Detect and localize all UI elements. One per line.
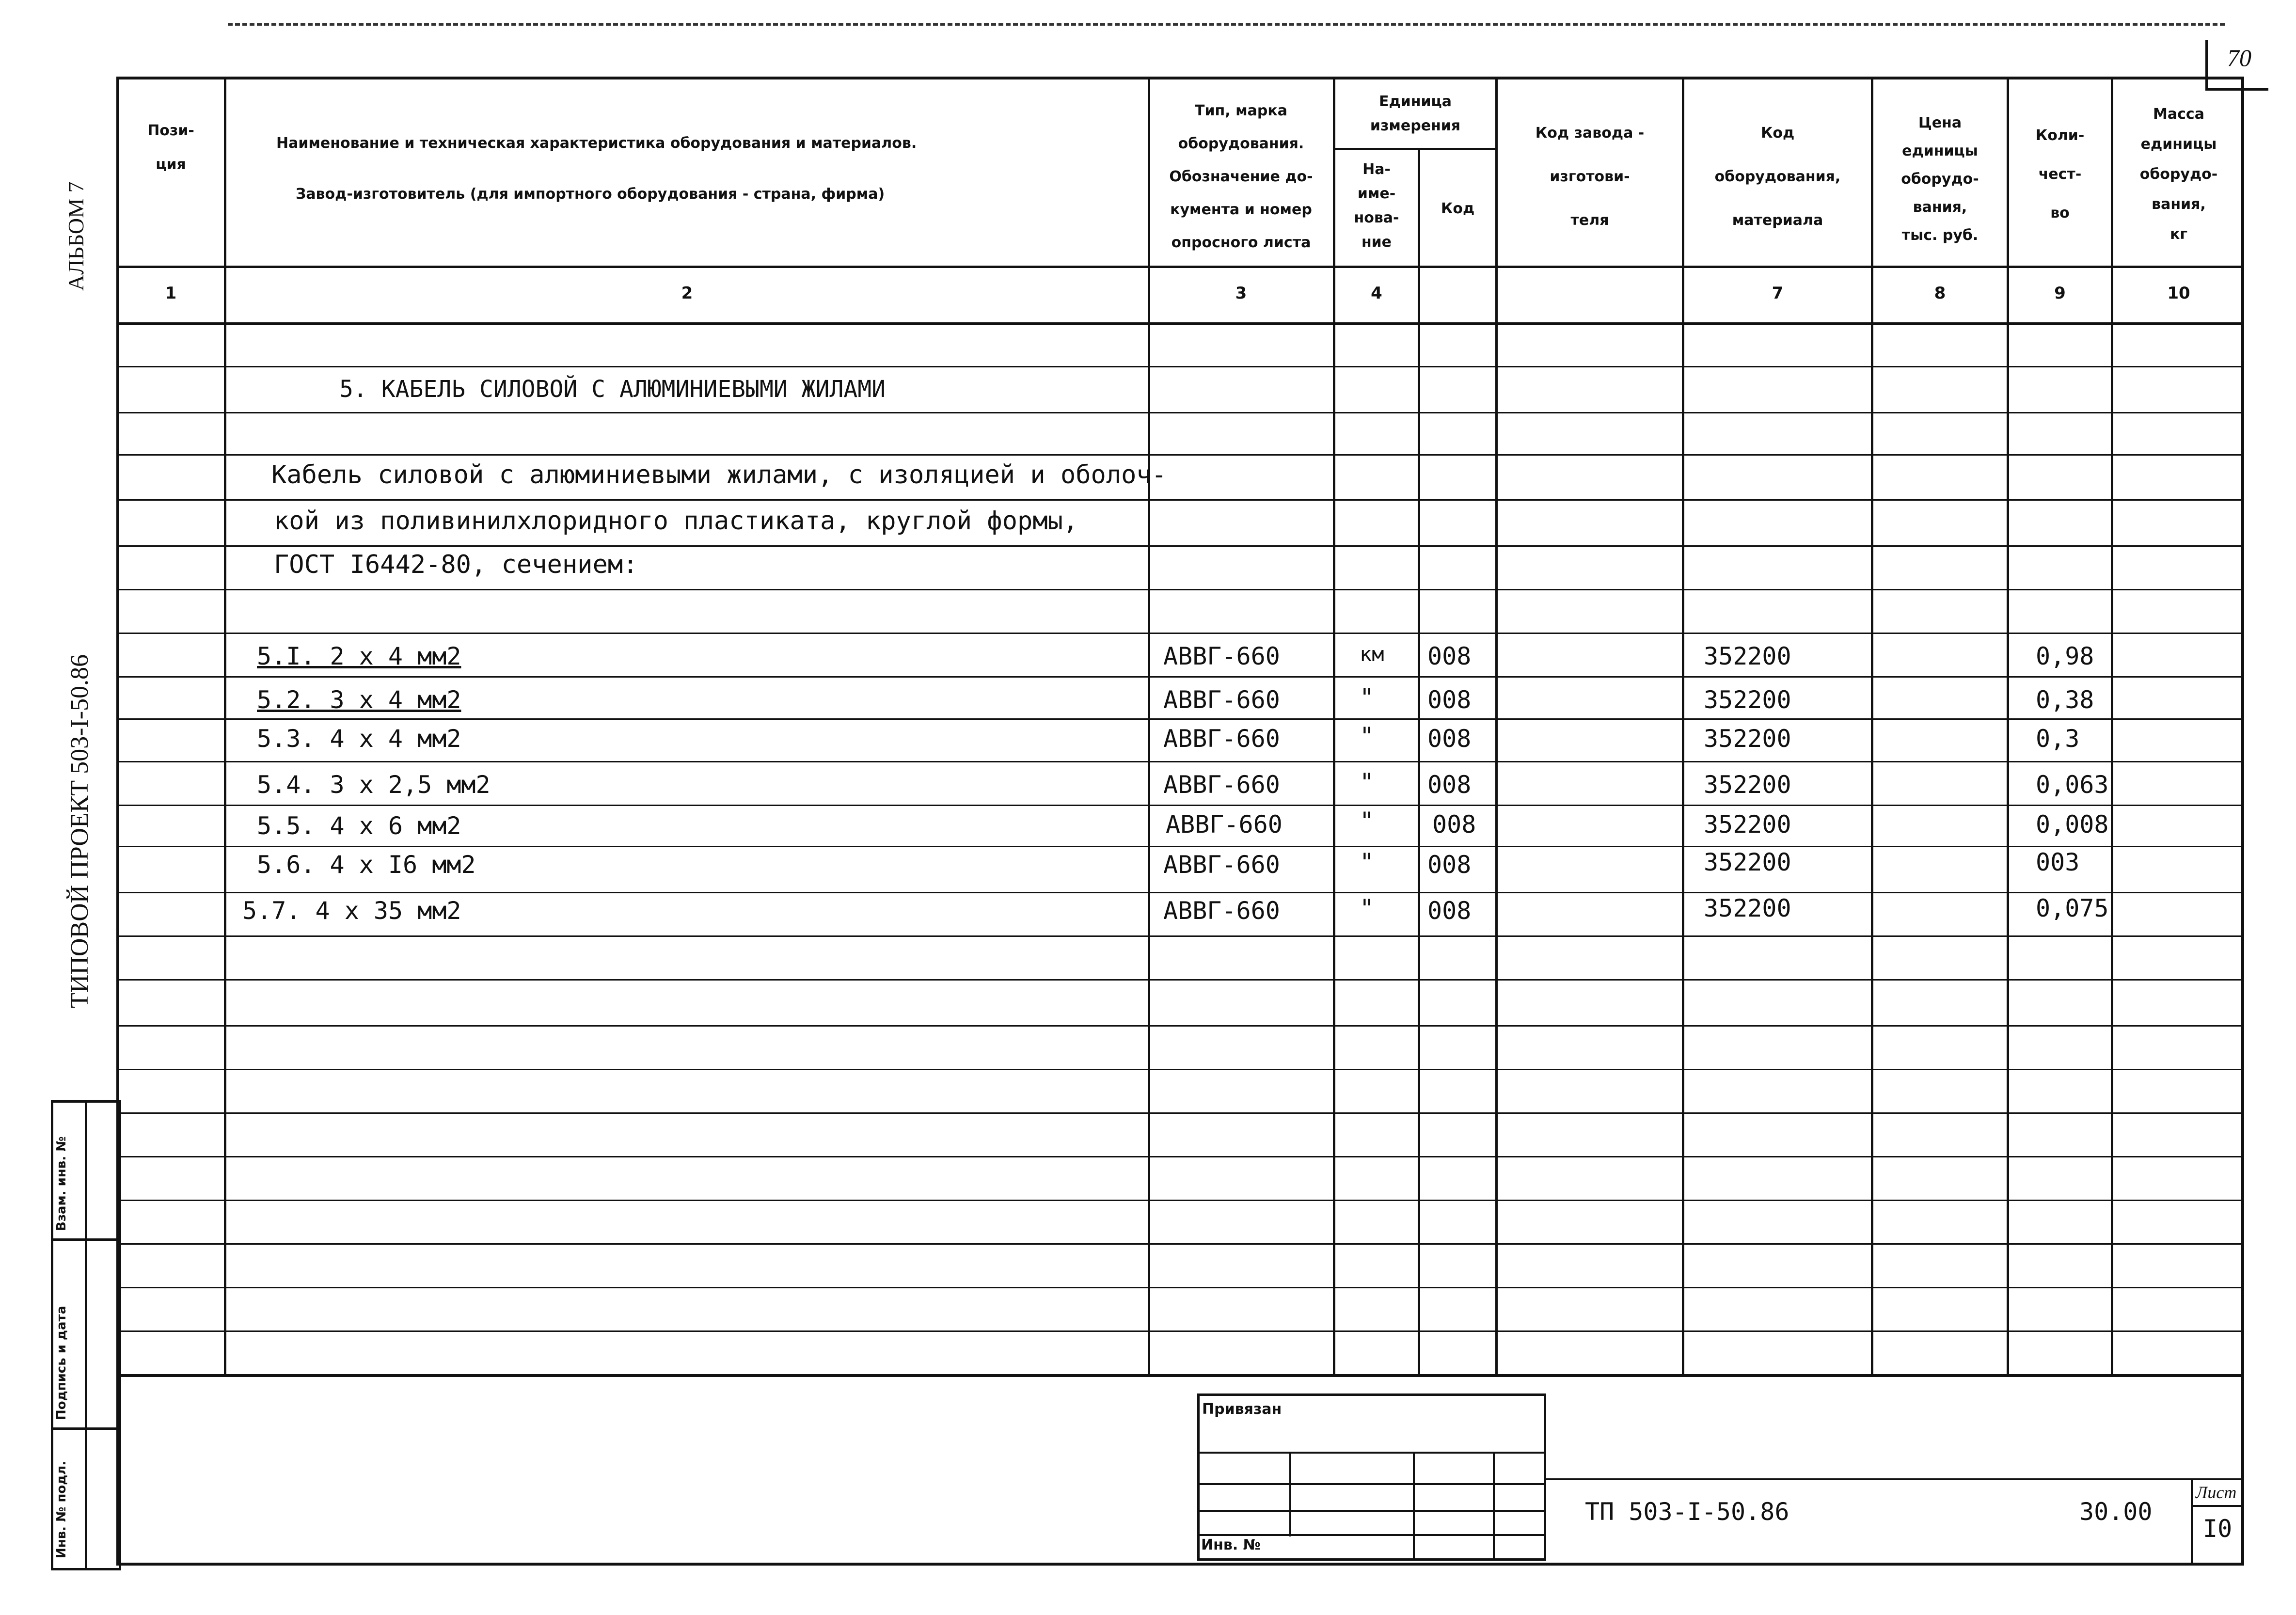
project-label: ТИПОВОЙ ПРОЕКТ 503-I-50.86 <box>66 654 94 1008</box>
col-line <box>1333 77 1335 1376</box>
col-line <box>2111 77 2113 1376</box>
header-type: Тип, марка оборудования. Обозначение до- кумента и номер опросного листа <box>1169 102 1313 251</box>
row-name: 5.5. 4 х 6 мм2 <box>257 812 461 840</box>
row-name: 5.6. 4 х I6 мм2 <box>257 851 476 879</box>
header-bottom-line <box>116 266 2244 268</box>
bound-col <box>1413 1452 1415 1561</box>
row-qty: 0,38 <box>2036 686 2094 714</box>
row-line <box>116 1243 2244 1245</box>
sheet-col <box>2191 1478 2193 1566</box>
row-code: 352200 <box>1704 894 1791 922</box>
row-unit-code: 008 <box>1427 686 1472 714</box>
sheet-line <box>2191 1505 2244 1507</box>
header-unit-group: Единица измерения <box>1370 93 1461 134</box>
row-code: 352200 <box>1704 848 1791 876</box>
album-label: АЛЬБОМ 7 <box>63 181 88 291</box>
table-bottom-line <box>116 1374 2244 1377</box>
row-unit: " <box>1360 768 1375 796</box>
col-line <box>1418 148 1420 1376</box>
row-name: 5.7. 4 х 35 мм2 <box>242 897 461 925</box>
row-qty: 003 <box>2036 848 2080 876</box>
col-line <box>1148 77 1150 1376</box>
row-type: АВВГ-660 <box>1163 771 1280 799</box>
stamp-inv-zam: Взам. инв. № <box>54 1136 69 1231</box>
row-name: 5.2. 3 х 4 мм2 <box>257 686 461 714</box>
bound-col <box>1289 1452 1291 1536</box>
row-line <box>116 589 2244 590</box>
page-number: 70 <box>2227 44 2251 71</box>
row-code: 352200 <box>1704 642 1791 670</box>
row-line <box>116 846 2244 847</box>
sheet-number: I0 <box>2203 1515 2233 1543</box>
header-name-line1: Наименование и техническая характеристика оборудования и материалов. <box>276 135 917 152</box>
row-qty: 0,075 <box>2036 894 2109 922</box>
header-unit-code: Код <box>1441 200 1475 217</box>
unit-group-line <box>1333 148 1495 150</box>
stamp-signature-date: Подпись и дата <box>54 1305 69 1420</box>
colnum-8: 8 <box>1934 284 1946 303</box>
col-line <box>2007 77 2009 1376</box>
row-unit-code: 008 <box>1427 897 1472 925</box>
row-name: 5.3. 4 х 4 мм2 <box>257 725 461 753</box>
row-qty: 0,063 <box>2036 771 2109 799</box>
colnum-3: 3 <box>1235 284 1247 303</box>
row-line <box>116 761 2244 762</box>
row-line <box>116 454 2244 456</box>
row-unit: " <box>1360 807 1375 835</box>
sheet-label: Лист <box>2196 1483 2237 1502</box>
bound-col <box>1493 1452 1495 1561</box>
colnum-9: 9 <box>2054 284 2066 303</box>
row-line <box>116 935 2244 937</box>
row-unit: км <box>1360 642 1384 666</box>
row-line <box>116 718 2244 720</box>
colnum-4: 4 <box>1371 284 1382 303</box>
sheet-code: 30.00 <box>2079 1498 2153 1526</box>
row-code: 352200 <box>1704 771 1791 799</box>
row-unit: " <box>1360 848 1375 876</box>
row-line <box>116 1156 2244 1157</box>
row-line <box>116 1287 2244 1288</box>
description-line-2: кой из поливинилхлоридного пластиката, круглой формы, <box>274 507 1078 536</box>
row-unit-code: 008 <box>1427 771 1472 799</box>
row-name: 5.4. 3 х 2,5 мм2 <box>257 771 491 799</box>
row-line <box>116 1200 2244 1201</box>
row-qty: 0,3 <box>2036 725 2080 753</box>
row-line <box>116 892 2244 893</box>
description-line-3: ГОСТ I6442-80, сечением: <box>274 550 638 579</box>
header-position: Пози- ция <box>147 122 194 173</box>
title-block-top <box>1546 1478 2244 1480</box>
row-type: АВВГ-660 <box>1163 642 1280 670</box>
bound-label: Привязан <box>1202 1401 1282 1418</box>
row-unit-code: 008 <box>1427 642 1472 670</box>
colnum-2: 2 <box>681 284 693 303</box>
inv-label: Инв. № <box>1201 1536 1261 1553</box>
col-line <box>224 77 226 1376</box>
row-line <box>116 676 2244 678</box>
header-equipment-code: Код оборудования, материала <box>1714 125 1841 229</box>
row-unit-code: 008 <box>1432 810 1476 839</box>
row-line <box>116 499 2244 501</box>
description-line-1: Кабель силовой с алюминиевыми жилами, с изоляцией и оболоч- <box>271 460 1167 490</box>
row-unit: " <box>1360 722 1375 750</box>
row-name: 5.I. 2 х 4 мм2 <box>257 642 461 670</box>
header-price: Цена единицы оборудо- вания, тыс. руб. <box>1901 114 1979 244</box>
row-type: АВВГ-660 <box>1166 810 1283 839</box>
row-code: 352200 <box>1704 725 1791 753</box>
section-title: 5. КАБЕЛЬ СИЛОВОЙ С АЛЮМИНИЕВЫМИ ЖИЛАМИ <box>339 376 886 403</box>
doc-code: ТП 503-I-50.86 <box>1585 1498 1789 1526</box>
stamp-divider <box>85 1100 87 1568</box>
row-unit: " <box>1360 683 1375 712</box>
row-qty: 0,98 <box>2036 642 2094 670</box>
row-unit-code: 008 <box>1427 851 1472 879</box>
row-line <box>116 1330 2244 1332</box>
row-line <box>116 1025 2244 1027</box>
row-line <box>116 805 2244 806</box>
row-type: АВВГ-660 <box>1163 897 1280 925</box>
header-quantity: Коли- чест- во <box>2035 127 2085 222</box>
header-unit-name: На- име- нова- ние <box>1354 161 1399 251</box>
stamp-inv-podl: Инв. № подл. <box>54 1460 69 1558</box>
colnum-7: 7 <box>1772 284 1784 303</box>
row-type: АВВГ-660 <box>1163 725 1280 753</box>
row-code: 352200 <box>1704 686 1791 714</box>
row-line <box>116 412 2244 413</box>
colnum-1: 1 <box>165 284 177 303</box>
colnum-bottom-line <box>116 322 2244 325</box>
col-line <box>1682 77 1684 1376</box>
row-line <box>116 366 2244 367</box>
row-type: АВВГ-660 <box>1163 851 1280 879</box>
row-unit-code: 008 <box>1427 725 1472 753</box>
row-unit: " <box>1360 894 1375 922</box>
header-factory-code: Код завода - изготови- теля <box>1535 125 1645 229</box>
row-line <box>116 545 2244 547</box>
row-line <box>116 1112 2244 1114</box>
row-qty: 0,008 <box>2036 810 2109 839</box>
top-dashed-line <box>228 23 2225 26</box>
col-line <box>1871 77 1873 1376</box>
row-line <box>116 979 2244 981</box>
row-type: АВВГ-660 <box>1163 686 1280 714</box>
row-line <box>116 1069 2244 1070</box>
header-mass: Масса единицы оборудо- вания, кг <box>2139 106 2218 243</box>
row-line <box>116 633 2244 634</box>
row-code: 352200 <box>1704 810 1791 839</box>
colnum-10: 10 <box>2167 284 2190 303</box>
header-name-line2: Завод-изготовитель (для импортного оборудования - страна, фирма) <box>296 186 885 203</box>
col-line <box>1495 77 1498 1376</box>
